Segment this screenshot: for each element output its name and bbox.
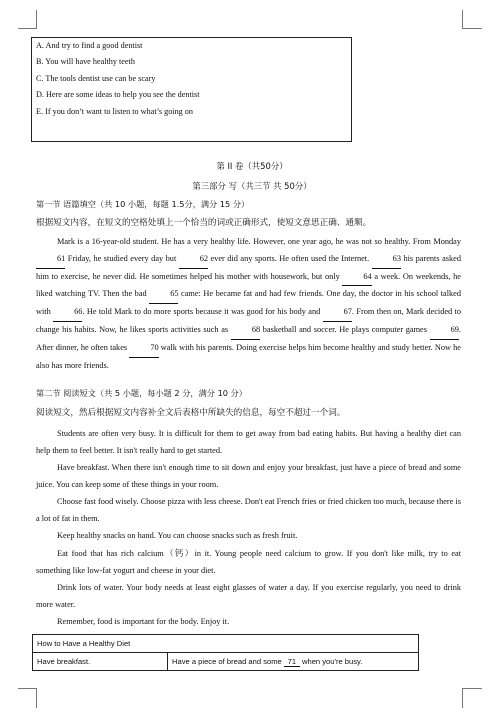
blank-61: 61 xyxy=(36,251,65,269)
blank-66: 66 xyxy=(53,304,82,322)
section1-heading: 第一节 语篇填空（共 10 小题，每题 1.5分，满分 15 分） xyxy=(36,199,250,209)
crop-mark xyxy=(462,688,482,689)
blank-64: 64 xyxy=(342,269,371,287)
section1-instruction: 根据短文内容，在短文的空格处填上一个恰当的词或正确形式，使短文意思正确、通顺。 xyxy=(36,218,372,228)
blank-71: 71 xyxy=(284,657,300,667)
cloze-passage xyxy=(36,234,461,374)
volume-title: 第 II 卷（共50分） xyxy=(216,161,288,171)
diet-table xyxy=(32,634,419,671)
passage-text: walk with his parents. Doing exercise helps him become healthy and study better. Now he also has more friends. xyxy=(36,342,461,370)
table-title: How to Have a Healthy Diet xyxy=(33,635,419,653)
cell-text: Have a piece of bread and some xyxy=(172,656,284,666)
table-cell-detail xyxy=(168,653,419,671)
passage-text: came: He became fat and had few friends. One day, the doctor in his school talked with xyxy=(36,289,461,317)
reading-paragraph: Keep healthy snacks on hand. You can choose snacks such as fresh fruit. xyxy=(57,531,298,540)
blank-69: 69 xyxy=(430,322,459,340)
option-d: D. Here are some ideas to help you see the dentist xyxy=(36,90,200,100)
part-title: 第三部分 写（共三节 共 50分） xyxy=(192,181,312,191)
passage-text: a week. On weekends, he liked watching TV. Then the bad xyxy=(36,271,461,299)
blank-67: 67 xyxy=(323,304,352,322)
passage-text: . After dinner, he often takes xyxy=(36,324,461,352)
table-cell-tip: Have breakfast. xyxy=(33,653,168,671)
passage-text: . From then on, Mark decided to change his habits. Now, he likes sports activities such as xyxy=(36,307,461,334)
crop-mark xyxy=(462,688,463,708)
option-e: E. If you don’t want to listen to what’s going on xyxy=(36,106,193,116)
passage-text: . He told Mark to do more sports because it was good for his body and xyxy=(82,307,323,317)
reading-paragraph: Remember, food is important for the body. Enjoy it. xyxy=(57,617,230,626)
option-a: A. And try to find a good dentist xyxy=(36,41,143,50)
section2-heading: 第二节 阅读短文（共 5 小题，每小题 2 分，满分 10 分） xyxy=(36,388,247,398)
blank-63: 63 xyxy=(372,251,401,269)
passage-text: ever did any sports. He often used the Internet. xyxy=(208,253,372,263)
reading-paragraph: Students are often very busy. It is difficult for them to get away from bad eating habits. But having a healthy diet can help them to feel better. It isn't really hard to get started. xyxy=(36,429,461,455)
blank-70: 70 xyxy=(129,340,158,358)
cell-text: when you're busy. xyxy=(299,656,363,666)
reading-paragraph: Have breakfast. When there isn't enough time to sit down and enjoy your breakfast, just have a piece of bread and some juice. You can keep some of these things in your room. xyxy=(36,463,461,489)
crop-mark xyxy=(18,688,37,689)
crop-mark xyxy=(36,10,37,28)
crop-mark xyxy=(18,28,37,29)
passage-text: his parents asked him to exercise, he never did. He sometimes helped his mother with housework, but only xyxy=(36,253,461,281)
crop-mark xyxy=(36,688,37,708)
crop-mark xyxy=(462,10,463,28)
blank-62: 62 xyxy=(179,251,208,269)
passage-text: Friday, he studied every day but xyxy=(65,253,179,263)
option-c: C. The tools dentist use can be scary xyxy=(36,73,156,83)
section2-instruction: 阅读短文，然后根据短文内容补全文后表格中所缺失的信息，每空不超过一个词。 xyxy=(36,408,346,418)
passage-text: basketball and soccer. He plays computer games xyxy=(260,324,430,334)
reading-paragraph: Eat food that has rich calcium（钙）in it. Young people need calcium to grow. If you don't like milk, try to eat something like low-fat yogurt and cheese in your diet. xyxy=(36,549,461,575)
option-b: B. You will have healthy teeth xyxy=(36,57,135,67)
blank-68: 68 xyxy=(231,322,260,340)
passage-text: Mark is a 16-year-old student. He has a very healthy life. However, one year ago, he was not so healthy. From Monday xyxy=(57,237,461,246)
blank-65: 65 xyxy=(149,286,178,304)
reading-paragraph: Choose fast food wisely. Choose pizza with less cheese. Don't eat French fries or fried chicken too much, because there is a lot of fat in them. xyxy=(36,497,461,523)
options-box xyxy=(31,37,352,142)
crop-mark xyxy=(462,28,482,29)
reading-paragraph: Drink lots of water. Your body needs at least eight glasses of water a day. If you exercise regularly, you need to drink more water. xyxy=(36,583,461,609)
